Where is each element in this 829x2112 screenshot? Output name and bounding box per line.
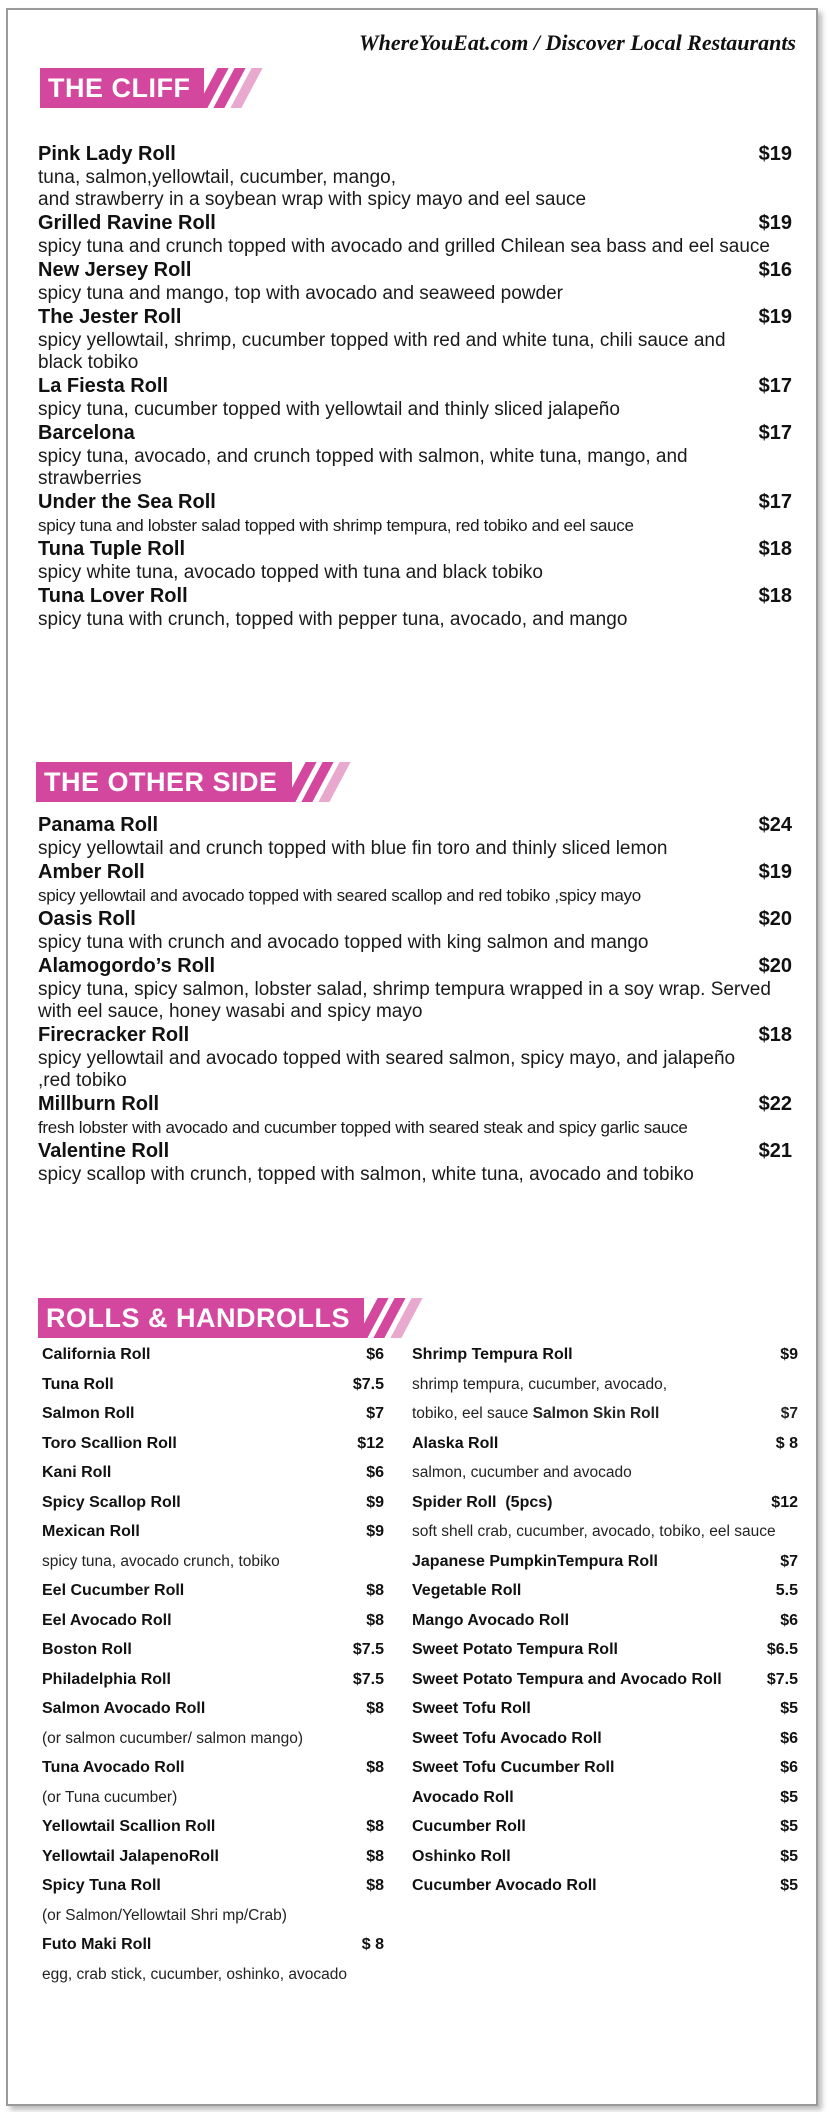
roll-name: Sweet Potato Tempura Roll xyxy=(412,1641,618,1658)
item-price: $17 xyxy=(758,422,792,444)
item-description: spicy yellowtail, shrimp, cucumber topped with red and white tuna, chili sauce and black tobiko xyxy=(38,330,726,373)
roll-name: Futo Maki Roll xyxy=(42,1936,152,1953)
roll-price: $9 xyxy=(780,1346,798,1363)
roll-price: $8 xyxy=(366,1818,384,1835)
roll-item xyxy=(412,1340,798,1370)
item-price: $19 xyxy=(758,306,792,328)
roll-price: $8 xyxy=(366,1847,384,1865)
roll-item xyxy=(42,1517,384,1547)
item-name: Barcelona xyxy=(38,422,135,444)
roll-price: $7.5 xyxy=(352,1375,384,1393)
roll-price: $9 xyxy=(366,1493,384,1511)
roll-item xyxy=(42,1930,384,1960)
item-description: spicy tuna, spicy salmon, lobster salad, shrimp tempura wrapped in a soy wrap. Served with eel sauce, honey wasabi and spicy mayo xyxy=(38,979,771,1022)
rolls-right-column xyxy=(412,1340,798,1901)
item-name: Valentine Roll xyxy=(38,1140,170,1162)
roll-name: (or salmon cucumber/ salmon mango) xyxy=(42,1729,304,1747)
menu-item xyxy=(38,142,792,211)
roll-item xyxy=(42,1606,384,1636)
roll-item xyxy=(42,1812,384,1842)
roll-name: Sweet Tofu Roll xyxy=(412,1700,531,1717)
item-description: spicy tuna with crunch and avocado topped with king salmon and mango xyxy=(38,932,649,953)
roll-item xyxy=(42,1694,384,1724)
item-name: Tuna Lover Roll xyxy=(38,585,188,607)
roll-name: Mango Avocado Roll xyxy=(412,1611,570,1629)
site-title: WhereYouEat.com / Discover Local Restaurants xyxy=(359,30,796,55)
roll-item xyxy=(412,1694,798,1724)
roll-price: $8 xyxy=(366,1759,384,1776)
roll-item xyxy=(412,1429,798,1459)
roll-name: soft shell crab, cucumber, avocado, tobiko, eel sauce xyxy=(412,1523,776,1540)
menu-item xyxy=(38,421,792,490)
item-price: $22 xyxy=(758,1093,792,1115)
roll-description xyxy=(42,1783,384,1813)
roll-description xyxy=(412,1370,798,1400)
item-name: Pink Lady Roll xyxy=(38,143,176,165)
roll-item xyxy=(412,1606,798,1636)
roll-name: Eel Cucumber Roll xyxy=(42,1582,185,1599)
roll-item xyxy=(42,1665,384,1695)
roll-name: Boston Roll xyxy=(42,1641,132,1658)
menu-item xyxy=(38,537,792,584)
roll-description xyxy=(42,1547,384,1577)
roll-item xyxy=(42,1458,384,1488)
item-name: The Jester Roll xyxy=(38,306,182,328)
roll-price: $7 xyxy=(366,1405,384,1422)
roll-item xyxy=(412,1724,798,1754)
item-price: $16 xyxy=(758,259,792,281)
roll-name: spicy tuna, avocado crunch, tobiko xyxy=(42,1552,280,1570)
item-name: Firecracker Roll xyxy=(38,1024,190,1046)
roll-price: 5.5 xyxy=(775,1582,798,1599)
roll-price: $5 xyxy=(780,1700,798,1717)
roll-name: Yellowtail Scallion Roll xyxy=(42,1818,216,1835)
roll-name: Philadelphia Roll xyxy=(42,1670,171,1688)
roll-name: Avocado Roll xyxy=(412,1788,514,1806)
roll-name: Tuna Avocado Roll xyxy=(42,1759,185,1776)
roll-name: salmon, cucumber and avocado xyxy=(412,1464,632,1481)
roll-price: $7.5 xyxy=(352,1641,384,1658)
roll-item xyxy=(42,1488,384,1518)
item-name: Amber Roll xyxy=(38,861,145,883)
roll-price: $6.5 xyxy=(766,1641,798,1658)
menu-item xyxy=(38,211,792,258)
item-name: Millburn Roll xyxy=(38,1093,160,1115)
roll-item xyxy=(412,1812,798,1842)
roll-item xyxy=(42,1635,384,1665)
roll-item xyxy=(412,1547,798,1577)
roll-price: $ 8 xyxy=(775,1434,798,1452)
roll-price: $6 xyxy=(366,1346,384,1363)
item-price: $19 xyxy=(758,212,792,234)
banner-stripes xyxy=(295,762,340,802)
section-banner-the-cliff xyxy=(40,68,252,108)
roll-price: $5 xyxy=(780,1877,798,1894)
roll-name: Salmon Skin Roll xyxy=(532,1405,660,1422)
item-description: spicy yellowtail and avocado topped with seared scallop and red tobiko ,spicy mayo xyxy=(38,886,641,905)
item-price: $18 xyxy=(758,585,792,607)
item-price: $19 xyxy=(758,861,792,883)
roll-item xyxy=(42,1429,384,1459)
roll-item xyxy=(412,1635,798,1665)
menu-item xyxy=(38,374,792,421)
item-description: spicy tuna and crunch topped with avocado and grilled Chilean sea bass and eel sauce xyxy=(38,236,770,257)
roll-item xyxy=(412,1576,798,1606)
item-price: $24 xyxy=(758,814,792,836)
roll-item xyxy=(412,1665,798,1695)
roll-price: $7 xyxy=(780,1405,798,1422)
menu-item xyxy=(38,954,792,1023)
roll-price: $6 xyxy=(366,1464,384,1481)
item-price: $19 xyxy=(758,143,792,165)
item-description: spicy yellowtail and crunch topped with blue fin toro and thinly sliced lemon xyxy=(38,838,668,859)
roll-name: Eel Avocado Roll xyxy=(42,1611,172,1629)
menu-item xyxy=(38,860,792,907)
roll-item xyxy=(42,1370,384,1400)
roll-name: (or Tuna cucumber) xyxy=(42,1788,178,1806)
menu-page xyxy=(6,8,818,2106)
roll-name: shrimp tempura, cucumber, avocado, xyxy=(412,1375,668,1393)
roll-price: $5 xyxy=(780,1788,798,1806)
item-name: Under the Sea Roll xyxy=(38,491,216,513)
item-description: spicy tuna, cucumber topped with yellowtail and thinly sliced jalapeño xyxy=(38,399,620,420)
roll-description xyxy=(42,1901,384,1931)
roll-item xyxy=(42,1340,384,1370)
roll-name: Cucumber Avocado Roll xyxy=(412,1877,597,1894)
roll-price: $6 xyxy=(780,1759,798,1776)
roll-item xyxy=(412,1783,798,1813)
item-description: spicy tuna, avocado, and crunch topped with salmon, white tuna, mango, and strawberries xyxy=(38,446,688,489)
menu-item xyxy=(38,490,792,537)
roll-name: egg, crab stick, cucumber, oshinko, avocado xyxy=(42,1965,347,1983)
banner-stripes xyxy=(367,1298,412,1338)
menu-item xyxy=(38,907,792,954)
roll-item xyxy=(42,1399,384,1429)
menu-item xyxy=(38,305,792,374)
item-name: Grilled Ravine Roll xyxy=(38,212,216,234)
roll-price: $8 xyxy=(366,1700,384,1717)
roll-price: $6 xyxy=(780,1729,798,1747)
menu-item xyxy=(38,813,792,860)
the-other-side-section xyxy=(38,813,792,1186)
item-name: Oasis Roll xyxy=(38,908,136,930)
item-description: and strawberry in a soybean wrap with spicy mayo and eel sauce xyxy=(38,189,587,210)
roll-name: Spider Roll (5pcs) xyxy=(412,1493,553,1511)
roll-price: $9 xyxy=(366,1523,384,1540)
roll-name: Cucumber Roll xyxy=(412,1818,526,1835)
roll-price: $12 xyxy=(771,1493,798,1511)
roll-price: $8 xyxy=(366,1611,384,1629)
item-description: fresh lobster with avocado and cucumber topped with seared steak and spicy garlic sauce xyxy=(38,1118,688,1137)
section-title: THE CLIFF xyxy=(48,72,191,103)
item-price: $21 xyxy=(758,1140,792,1162)
item-name: La Fiesta Roll xyxy=(38,375,169,397)
roll-name: Salmon Roll xyxy=(42,1405,135,1422)
menu-item xyxy=(38,258,792,305)
roll-price: $7 xyxy=(780,1552,798,1570)
roll-name: Yellowtail JalapenoRoll xyxy=(42,1847,219,1865)
menu-item xyxy=(38,1139,792,1186)
roll-name: Toro Scallion Roll xyxy=(42,1434,177,1452)
roll-price: $8 xyxy=(366,1877,384,1894)
roll-name: Alaska Roll xyxy=(412,1434,499,1452)
roll-price: $7.5 xyxy=(352,1670,384,1688)
roll-item xyxy=(412,1842,798,1872)
roll-name: (or Salmon/Yellowtail Shri mp/Crab) xyxy=(42,1906,287,1924)
roll-name: Mexican Roll xyxy=(42,1523,140,1540)
roll-price: $7.5 xyxy=(766,1670,798,1688)
roll-name: Shrimp Tempura Roll xyxy=(412,1346,573,1363)
section-title: THE OTHER SIDE xyxy=(44,766,278,797)
item-description: spicy tuna and mango, top with avocado and seaweed powder xyxy=(38,283,563,304)
item-price: $20 xyxy=(758,908,792,930)
item-description: spicy tuna with crunch, topped with pepper tuna, avocado, and mango xyxy=(38,609,628,630)
roll-price: $8 xyxy=(366,1582,384,1599)
section-title: ROLLS & HANDROLLS xyxy=(46,1302,350,1333)
roll-item xyxy=(412,1871,798,1901)
roll-description xyxy=(412,1458,798,1488)
roll-name: Sweet Tofu Cucumber Roll xyxy=(412,1759,615,1776)
item-description: spicy scallop with crunch, topped with salmon, white tuna, avocado and tobiko xyxy=(38,1164,694,1185)
roll-item xyxy=(42,1576,384,1606)
item-price: $20 xyxy=(758,955,792,977)
roll-name: Sweet Tofu Avocado Roll xyxy=(412,1729,602,1747)
the-cliff-section xyxy=(38,142,792,631)
item-price: $18 xyxy=(758,538,792,560)
roll-description xyxy=(42,1724,384,1754)
rolls-left-column xyxy=(42,1340,384,1989)
menu-item xyxy=(38,1092,792,1139)
menu-item xyxy=(38,1023,792,1092)
item-name: New Jersey Roll xyxy=(38,259,192,281)
roll-name: Vegetable Roll xyxy=(412,1582,522,1599)
roll-description xyxy=(42,1960,384,1990)
item-price: $17 xyxy=(758,491,792,513)
banner-stripes xyxy=(207,68,252,108)
roll-price: $12 xyxy=(357,1434,384,1452)
roll-name: Japanese PumpkinTempura Roll xyxy=(412,1552,658,1570)
roll-price: $5 xyxy=(780,1847,798,1865)
roll-name: Sweet Potato Tempura and Avocado Roll xyxy=(412,1670,722,1688)
roll-item xyxy=(412,1753,798,1783)
roll-description xyxy=(412,1399,798,1429)
roll-name: tobiko, eel sauce xyxy=(412,1405,529,1422)
item-description: spicy white tuna, avocado topped with tuna and black tobiko xyxy=(38,562,543,583)
roll-price: $ 8 xyxy=(361,1936,384,1953)
item-name: Tuna Tuple Roll xyxy=(38,538,186,560)
roll-name: Salmon Avocado Roll xyxy=(42,1700,206,1717)
roll-name: Spicy Scallop Roll xyxy=(42,1493,181,1511)
item-name: Panama Roll xyxy=(38,814,159,836)
item-price: $17 xyxy=(758,375,792,397)
roll-item xyxy=(42,1842,384,1872)
roll-price: $6 xyxy=(780,1611,798,1629)
roll-name: California Roll xyxy=(42,1346,151,1363)
roll-description xyxy=(412,1517,798,1547)
item-description: spicy tuna and lobster salad topped with shrimp tempura, red tobiko and eel sauce xyxy=(38,516,634,535)
item-name: Alamogordo’s Roll xyxy=(38,955,216,977)
item-description: spicy yellowtail and avocado topped with seared salmon, spicy mayo, and jalapeño ,red tobiko xyxy=(38,1048,736,1091)
roll-name: Oshinko Roll xyxy=(412,1847,511,1865)
menu-item xyxy=(38,584,792,631)
roll-item xyxy=(42,1753,384,1783)
roll-name: Kani Roll xyxy=(42,1464,112,1481)
roll-name: Spicy Tuna Roll xyxy=(42,1877,161,1894)
roll-item xyxy=(42,1871,384,1901)
section-banner-the-other-side xyxy=(36,762,340,802)
item-description: tuna, salmon,yellowtail, cucumber, mango, xyxy=(38,167,397,188)
item-price: $18 xyxy=(758,1024,792,1046)
section-banner-rolls-handrolls xyxy=(38,1298,412,1338)
roll-item xyxy=(412,1488,798,1518)
roll-price: $5 xyxy=(780,1818,798,1835)
roll-name: Tuna Roll xyxy=(42,1375,114,1393)
